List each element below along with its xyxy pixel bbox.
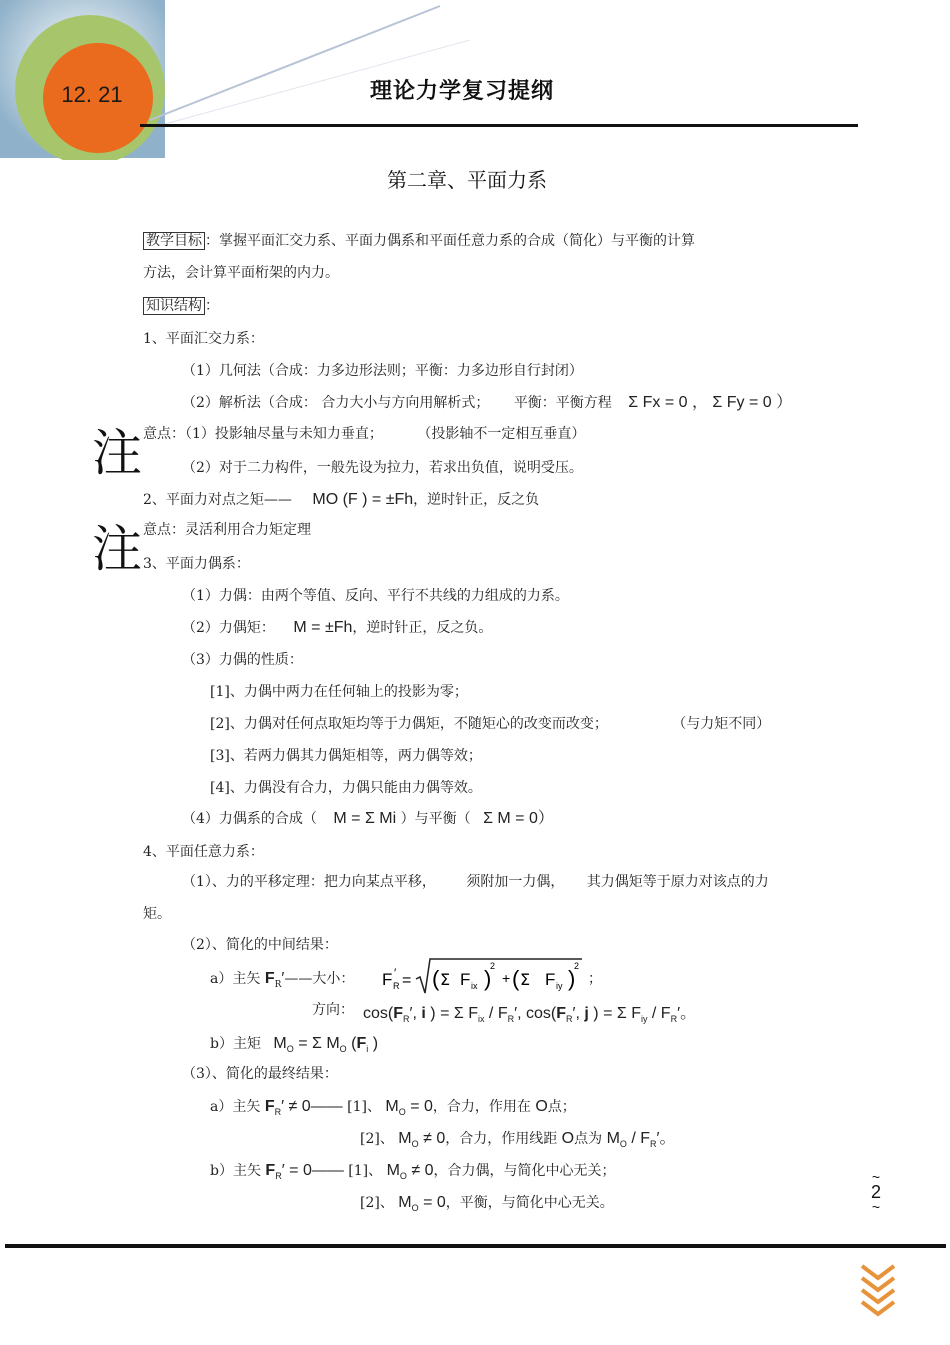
section-3-item-2-tail: ，逆时针正，反之负。 xyxy=(352,620,493,636)
note-char-1: 注 xyxy=(92,424,142,482)
final-result-a-1: a）主矢 $F_R'$ ≠ 0—— [1]、 $M_O = 0$，合力，作用在 O点； xyxy=(210,1098,576,1118)
final-b-label: b）主矢 xyxy=(210,1163,261,1179)
final-a-1-index: [1]、 xyxy=(347,1099,381,1115)
translation-theorem-b: 须附加一力偶， xyxy=(466,874,565,890)
section-2-heading xyxy=(143,491,539,509)
section-3-item-1: （1）力偶：由两个等值、反向、平行不共线的力组成的力系。 xyxy=(182,588,569,604)
final-result-a-2: [2]、 $M_O \ne 0$，合力，作用线距 O点为 $M_O / F_R'$。 xyxy=(360,1130,676,1150)
moment-equation: MO (F ) = ±Fh xyxy=(312,491,414,508)
page-number-value: 2 xyxy=(870,1182,881,1202)
final-result-b-1: b）主矢 $F_R'$ = 0—— [1]、 $M_O \ne 0$，合力偶，与简化中心无关； xyxy=(210,1162,616,1182)
svg-text:Σ: Σ xyxy=(520,970,531,989)
couple-sum-equation: M = Σ Mi xyxy=(333,810,397,827)
section-4-item-1 xyxy=(182,873,769,891)
translation-theorem-a: （1）、力的平移定理：把力向某点平移， xyxy=(182,874,436,890)
section-1-item-1: （1）几何法（合成：力多边形法则；平衡：力多边形自行封闭） xyxy=(182,363,583,379)
svg-text:F: F xyxy=(382,970,393,989)
objectives-line-2: 方法，会计算平面桁架的内力。 xyxy=(143,265,339,281)
objectives-line-1 xyxy=(143,232,695,250)
svg-text:F: F xyxy=(545,970,556,989)
note-char-2: 注 xyxy=(92,520,142,578)
section-3-item-4 xyxy=(182,810,554,828)
section-2-note: 意点：灵活利用合力矩定理 xyxy=(143,522,311,538)
main-moment-label: b）主矩 xyxy=(210,1036,261,1052)
footer-rule xyxy=(5,1244,946,1248)
couple-property-2-note: （与力矩不同） xyxy=(672,716,771,732)
section-4-item-1-cont: 矩。 xyxy=(143,906,171,922)
chevron-down-icon xyxy=(858,1262,898,1318)
direction-label: 方向： xyxy=(312,1002,354,1018)
section-1-note-2: （2）对于二力构件，一般先设为拉力，若求出负值，说明受压。 xyxy=(182,460,583,476)
section-1-item-2 xyxy=(182,394,792,412)
objectives-label: 教学目标 xyxy=(143,232,205,250)
section-3-item-4-mid: ）与平衡（ xyxy=(400,811,471,827)
final-a-2-index: [2]、 xyxy=(360,1131,394,1147)
structure-line xyxy=(143,297,219,315)
magnitude-label: ——大小： xyxy=(284,971,355,987)
svg-text:(: ( xyxy=(432,966,440,991)
main-moment: b）主矩 $M_O = \Sigma$ $M_O$ ($F_i$ ) xyxy=(210,1035,379,1055)
header-rule xyxy=(140,124,858,127)
final-a-2-mid: 点为 xyxy=(574,1131,603,1147)
svg-text:): ) xyxy=(484,966,492,991)
svg-text:Σ: Σ xyxy=(440,970,451,989)
chapter-title: 第二章、平面力系 xyxy=(387,168,547,192)
couple-property-2 xyxy=(210,715,770,733)
couple-balance-equation: Σ M = 0） xyxy=(483,810,554,827)
couple-property-2-text: [2]、力偶对任何点取矩均等于力偶矩，不随矩心的改变而改变； xyxy=(210,716,608,732)
couple-property-1: [1]、力偶中两力在任何轴上的投影为零； xyxy=(210,684,468,700)
section-2-heading-tail: ，逆时针正，反之负 xyxy=(413,492,540,508)
equilibrium-equation: Σ Fx = 0 ， Σ Fy = 0 ） xyxy=(628,394,793,411)
svg-text:iy: iy xyxy=(556,981,563,991)
svg-text:2: 2 xyxy=(574,961,580,971)
svg-text:(: ( xyxy=(512,966,520,991)
structure-label: 知识结构 xyxy=(143,297,205,315)
section-1-item-2-text: （2）解析法（合成： 合力大小与方向用解析式； xyxy=(182,395,490,411)
section-3-item-3: （3）力偶的性质： xyxy=(182,652,303,668)
section-1-note-1 xyxy=(143,425,585,443)
svg-text:ix: ix xyxy=(471,981,478,991)
header-date: 12. 21 xyxy=(61,82,123,107)
section-4-item-2: （2）、简化的中间结果： xyxy=(182,937,338,953)
main-vector-label: a）主矢 xyxy=(210,971,261,987)
header-title: 理论力学复习提纲 xyxy=(370,79,555,104)
final-a-1-tail: 点； xyxy=(547,1099,576,1115)
section-4-item-3: （3）、简化的最终结果： xyxy=(182,1066,338,1082)
couple-property-3: [3]、若两力偶其力偶矩相等，两力偶等效； xyxy=(210,748,482,764)
svg-text:F: F xyxy=(460,970,471,989)
main-vector-magnitude: a）主矢 $F_R'——$大小： xyxy=(210,970,355,990)
svg-text:2: 2 xyxy=(490,961,496,971)
final-b-2-index: [2]、 xyxy=(360,1195,394,1211)
final-a-label: a）主矢 xyxy=(210,1099,261,1115)
section-1-note-1-text: 意点：（1）投影轴尽量与未知力垂直； xyxy=(143,426,383,442)
translation-theorem-c: 其力偶矩等于原力对该点的力 xyxy=(586,874,769,890)
section-2-heading-text: 2、平面力对点之矩—— xyxy=(143,492,292,508)
section-3-item-2-text: （2）力偶矩： xyxy=(182,620,275,636)
section-4-heading: 4、平面任意力系： xyxy=(143,844,264,860)
final-b-1-text: ，合力偶，与简化中心无关； xyxy=(433,1163,616,1179)
final-b-1-index: [1]、 xyxy=(348,1163,383,1179)
structure-colon: ： xyxy=(205,298,219,314)
direction-formula: $\cos(F_R'$, i ) = Σ $F_{ix} / F_R'$, $\cos(F_R'$, j ) = Σ $F_{iy} / F_R'$。 xyxy=(363,1005,697,1025)
section-1-note-1-extra: （投影轴不一定相互垂直） xyxy=(417,426,586,442)
svg-text:+: + xyxy=(502,970,511,986)
svg-text:′: ′ xyxy=(394,966,397,980)
section-3-heading: 3、平面力偶系： xyxy=(143,556,250,572)
final-result-b-2: [2]、 $M_O = 0$，平衡，与简化中心无关。 xyxy=(360,1194,614,1214)
final-a-2-text: ，合力，作用线距 xyxy=(445,1131,558,1147)
final-a-1-text: ，合力，作用在 xyxy=(432,1099,531,1115)
couple-property-4: [4]、力偶没有合力，力偶只能由力偶等效。 xyxy=(210,780,482,796)
svg-text:R: R xyxy=(393,981,400,991)
svg-text:=: = xyxy=(402,972,412,989)
magnitude-end: ； xyxy=(588,971,602,987)
section-1-item-2-balance: 平衡：平衡方程 xyxy=(513,395,612,411)
section-3-item-4-text: （4）力偶系的合成（ xyxy=(182,811,317,827)
magnitude-formula xyxy=(380,955,600,997)
final-b-2-text: ，平衡，与简化中心无关。 xyxy=(445,1195,614,1211)
page-number: ~ 2 ~ xyxy=(870,1169,881,1215)
svg-text:): ) xyxy=(568,966,576,991)
section-3-item-2 xyxy=(182,619,492,637)
objectives-text-1: ：掌握平面汇交力系、平面力偶系和平面任意力系的合成（简化）与平衡的计算 xyxy=(205,233,695,249)
couple-moment-equation: M = ±Fh xyxy=(293,619,353,636)
section-1-heading: 1、平面汇交力系： xyxy=(143,331,264,347)
